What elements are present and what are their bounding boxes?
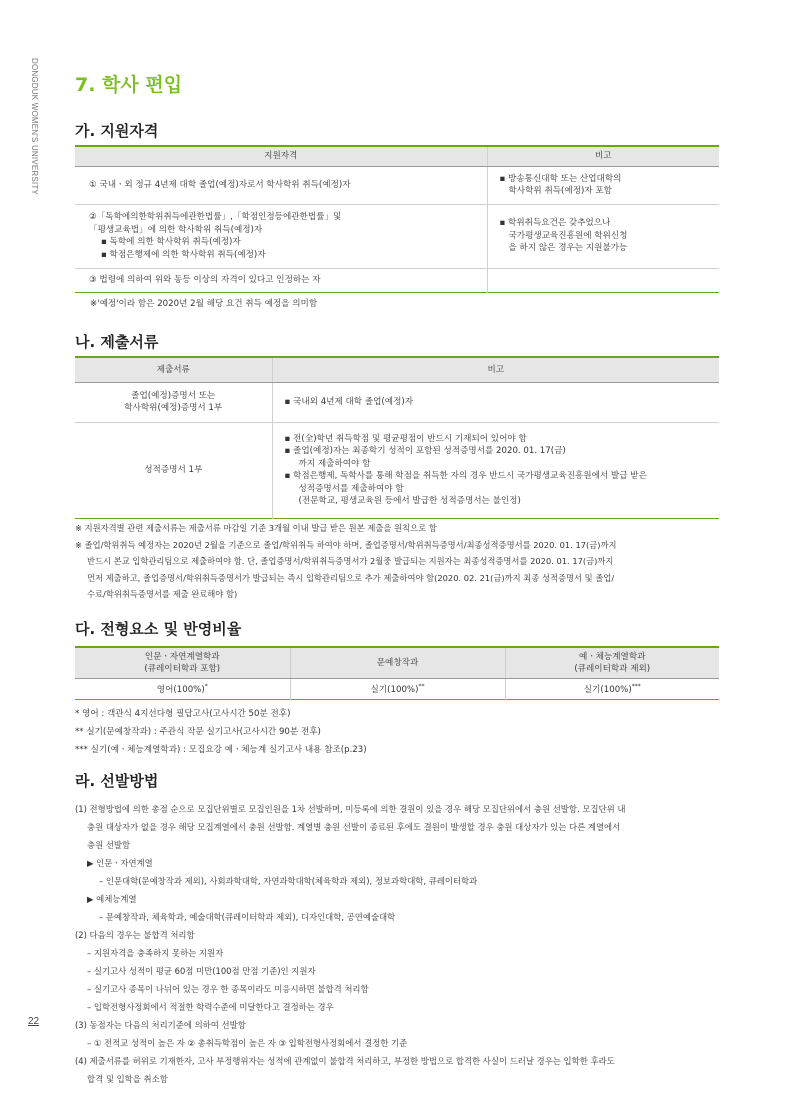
selection-method-line: (4) 제출서류를 허위로 기재한자, 고사 부정행위자는 성적에 관계없이 불합격 처리하고, 부정한 방법으로 합격한 사실이 드러날 경우는 입학한 후라도 bbox=[75, 1056, 615, 1066]
selection-method-line: – 인문대학(문예창작과 제외), 사회과학대학, 자연과학대학(체육학과 제외), 정보과학대학, 큐레이터학과 bbox=[99, 876, 478, 886]
remark-cell: ▪ 전(全)학년 취득학점 및 평균평점이 반드시 기재되어 있어야 함 ▪ 졸업(예정)자는 최종학기 성적이 포함된 성적증명서를 2020. 01. 17(금) 까지 제출하여야 함 ▪ 학점은행제, 독학사를 통해 학점을 취득한 자의 경우 반드시 국가평생교육진흥원에서 발급 받은 성적증명서를 제출하여야 함 (전문학교, 평생교육원 등에서 발급한 성적증명서는 불인정) bbox=[272, 422, 719, 518]
table-row bbox=[75, 204, 719, 268]
arts-sports-header: 예ㆍ체능계열학과 (큐레이터학과 제외) bbox=[505, 647, 719, 678]
selection-method-line: – ① 전적교 성적이 높은 자 ② 총취득학점이 높은 자 ③ 입학전형사정회에서 결정한 기준 bbox=[87, 1038, 408, 1048]
creative-writing-header: 문예창작과 bbox=[290, 647, 505, 678]
selection-method-line: 충원 대상자가 없을 경우 해당 모집계열에서 충원 선발함. 계열별 충원 선발이 종료된 후에도 결원이 발생할 경우 충원 대상자가 있는 다른 계열에서 bbox=[87, 822, 621, 832]
selection-method-line: (2) 다음의 경우는 불합격 처리함 bbox=[75, 930, 195, 940]
table-row bbox=[75, 268, 719, 292]
selection-method-line: – 입학전형사정회에서 적절한 학력수준에 미달한다고 결정하는 경우 bbox=[87, 1002, 334, 1012]
qualification-table bbox=[75, 145, 719, 293]
selection-method-line: ▶ 예체능계열 bbox=[87, 894, 137, 904]
section-a-note: ※'예정'이라 함은 2020년 2월 해당 요건 취득 예정을 의미함 bbox=[90, 299, 318, 309]
qual-cell: ③ 법령에 의하여 위와 동등 이상의 자격이 있다고 인정하는 자 bbox=[75, 268, 487, 292]
ratio-cell: 실기(100%)** bbox=[290, 678, 505, 699]
remark-cell bbox=[487, 268, 719, 292]
ratio-cell: 실기(100%)*** bbox=[505, 678, 719, 699]
section-c-notes: * 영어 : 객관식 4지선다형 필답고사(고사시간 50분 전후) ** 실기(문예창작과) : 주관식 작문 실기고사(고사시간 90분 전후) *** 실기(예ㆍ체능계열학과) : 모집요강 예ㆍ체능계 실기고사 내용 참조(p.23) bbox=[75, 709, 367, 755]
qual-cell: ① 국내ㆍ외 정규 4년제 대학 졸업(예정)자로서 학사학위 취득(예정)자 bbox=[75, 166, 487, 204]
selection-method-line: (3) 동점자는 다음의 처리기준에 의하여 선발함 bbox=[75, 1020, 246, 1030]
page-number: 22 bbox=[28, 1016, 40, 1027]
remark-cell: ▪ 학위취득요건은 갖추었으나 국가평생교육진흥원에 학위신청 을 하지 않은 경우는 지원불가능 bbox=[487, 204, 719, 268]
selection-method-line: 충원 선발함 bbox=[87, 840, 131, 850]
remark-header: 비고 bbox=[272, 357, 719, 382]
table-row bbox=[75, 678, 719, 699]
humanities-header: 인문ㆍ자연계열학과 (큐레이터학과 포함) bbox=[75, 647, 290, 678]
selection-method-line: – 문예창작과, 체육학과, 예술대학(큐레이터학과 제외), 디자인대학, 공연예술대학 bbox=[99, 912, 396, 922]
page-title: 7. 학사 편입 bbox=[75, 74, 183, 96]
remark-header: 비고 bbox=[487, 146, 719, 166]
side-university-label: DONGDUK WOMEN'S UNIVERSITY bbox=[30, 58, 39, 195]
selection-method-line: ▶ 인문ㆍ자연계열 bbox=[87, 858, 153, 868]
table-row bbox=[75, 422, 719, 518]
selection-method-list bbox=[75, 800, 735, 1088]
remark-cell: ▪ 국내외 4년제 대학 졸업(예정)자 bbox=[272, 382, 719, 422]
selection-method-line: – 실기고사 성적이 평균 60점 미만(100점 만점 기준)인 지원자 bbox=[87, 966, 316, 976]
selection-method-line: – 지원자격을 충족하지 못하는 지원자 bbox=[87, 948, 224, 958]
ratio-table bbox=[75, 646, 719, 700]
table-row bbox=[75, 382, 719, 422]
table-row bbox=[75, 166, 719, 204]
selection-method-line: 합격 및 입학을 취소함 bbox=[87, 1074, 168, 1084]
section-d-title: 라. 선발방법 bbox=[75, 772, 159, 790]
section-b-title: 나. 제출서류 bbox=[75, 333, 159, 351]
doc-cell: 졸업(예정)증명서 또는 학사학위(예정)증명서 1부 bbox=[75, 382, 272, 422]
section-c-title: 다. 전형요소 및 반영비율 bbox=[75, 620, 242, 638]
doc-header: 제출서류 bbox=[75, 357, 272, 382]
selection-method-line: – 실기고사 종목이 나뉘어 있는 경우 한 종목이라도 미응시하면 불합격 처리함 bbox=[87, 984, 369, 994]
remark-cell: ▪ 방송통신대학 또는 산업대학의 학사학위 취득(예정)자 포함 bbox=[487, 166, 719, 204]
selection-method-line: (1) 전형방법에 의한 총점 순으로 모집단위별로 모집인원을 1차 선발하며, 미등록에 의한 결원이 있을 경우 해당 모집단위에서 충원 선발함. 모집단위 내 bbox=[75, 804, 626, 814]
section-b-notes: ※ 지원자격별 관련 제출서류는 제출서류 마감일 기준 3개월 이내 발급 받은 원본 제출을 원칙으로 함 ※ 졸업/학위취득 예정자는 2020년 2월을 기준으로 졸업/학위취득 하여야 하며, 졸업증명서/학위취득증명서/최종성적증명서를 2020. 01. 17(금)까지 반드시 본교 입학관리팀으로 제출하여야 함. 단, 졸업증명서/학위취득증명서가 2월중 발급되는 지원자는 최종성적증명서를 2020. 01. 17(금)까지 먼저 제출하고, 졸업증명서/학위취득증명서가 발급되는 즉시 입학관리팀으로 추가 제출하여야 함(2020. 02. 21(금)까지 최종 성적증명서 및 졸업/ 수료/학위취득증명서를 제출 완료해야 함) bbox=[75, 523, 617, 599]
doc-cell: 성적증명서 1부 bbox=[75, 422, 272, 518]
section-a-title: 가. 지원자격 bbox=[75, 122, 159, 140]
documents-table bbox=[75, 356, 719, 519]
qual-cell: ②「독학에의한학위취득에관한법률」,「학점인정등에관한법률」및 「평생교육법」에 의한 학사학위 취득(예정)자 ▪ 독학에 의한 학사학위 취득(예정)자 ▪ 학점은행제에 의한 학사학위 취득(예정)자 bbox=[75, 204, 487, 268]
qual-header: 지원자격 bbox=[75, 146, 487, 166]
ratio-cell: 영어(100%)* bbox=[75, 678, 290, 699]
